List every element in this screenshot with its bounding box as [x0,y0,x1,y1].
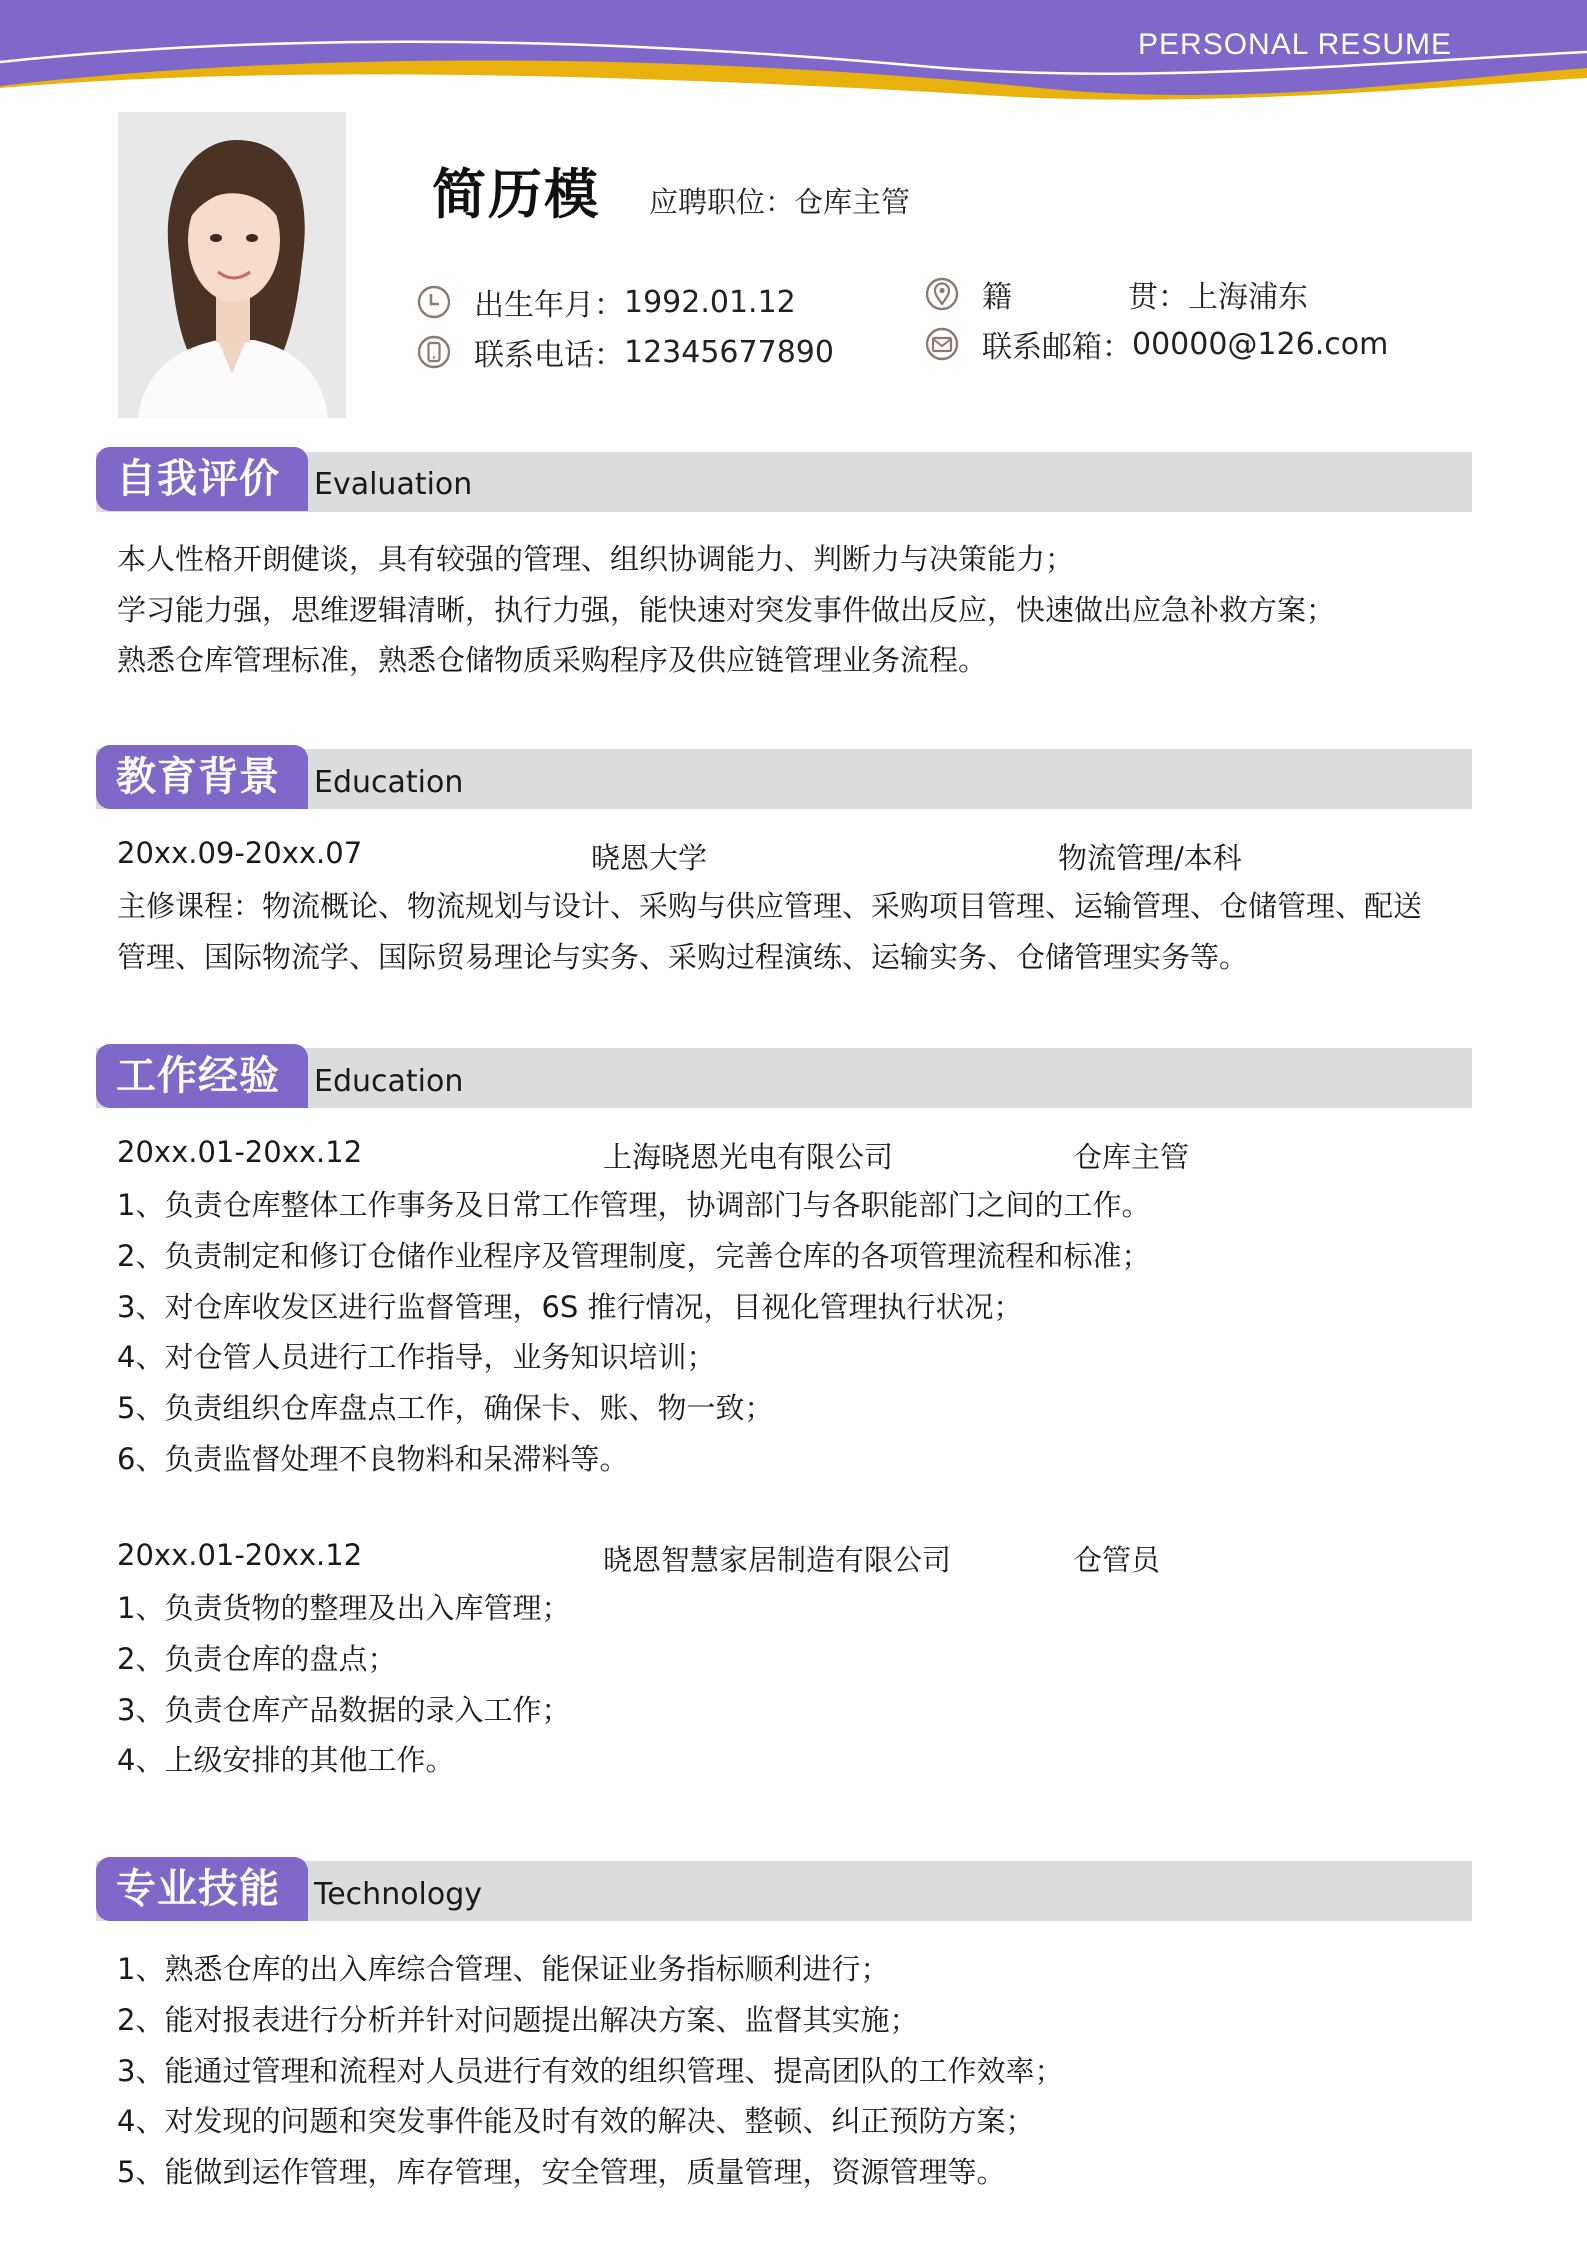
duty-item: 1、负责货物的整理及出入库管理； [117,1591,571,1625]
clock-icon [416,284,452,320]
job-duties-list [117,1583,570,1786]
header-wave-banner [0,0,1587,130]
duty-item: 1、负责仓库整体工作事务及日常工作管理，协调部门与各职能部门之间的工作。 [117,1188,1151,1222]
evaluation-title: 自我评价 [96,447,308,511]
email-label: 联系邮箱： [982,330,1132,365]
skill-item: 2、能对报表进行分析并针对问题提出解决方案、监督其实施； [117,2002,919,2037]
education-title-en: Education [314,765,464,800]
personal-resume-tag: PERSONAL RESUME [1138,28,1452,61]
skills-list [117,1944,1063,2198]
duty-item: 3、对仓库收发区进行监督管理，6S 推行情况，目视化管理执行状况； [117,1289,1023,1324]
origin-value: 上海浦东 [1188,280,1308,315]
job-period: 20xx.01-20xx.12 [117,1538,363,1572]
mail-icon [924,326,960,362]
work-title-en: Education [314,1064,464,1099]
skill-item: 3、能通过管理和流程对人员进行有效的组织管理、提高团队的工作效率； [117,2053,1064,2088]
work-title: 工作经验 [96,1044,308,1108]
duty-item: 4、对仓管人员进行工作指导，业务知识培训； [117,1340,716,1375]
birth-value: 1992.01.12 [624,284,796,320]
birth-info [416,280,796,324]
evaluation-line: 本人性格开朗健谈，具有较强的管理、组织协调能力、判断力与决策能力； [117,542,1075,576]
origin-info [924,272,1308,316]
skill-item: 4、对发现的问题和突发事件能及时有效的解决、整顿、纠正预防方案； [117,2104,1035,2139]
skill-item: 5、能做到运作管理，库存管理，安全管理，质量管理，资源管理等。 [117,2155,1006,2190]
avatar [118,112,346,418]
duty-item: 3、负责仓库产品数据的录入工作； [117,1692,571,1727]
evaluation-title-en: Evaluation [314,467,473,502]
duty-item: 6、负责监督处理不良物料和呆滞料等。 [117,1441,629,1476]
origin-label-1: 籍 [982,280,1012,315]
job-period: 20xx.01-20xx.12 [117,1135,363,1169]
job-duties-list [117,1180,1150,1485]
duty-item: 5、负责组织仓库盘点工作，确保卡、账、物一致； [117,1391,774,1426]
duty-item: 4、上级安排的其他工作。 [117,1743,455,1778]
skill-item: 1、熟悉仓库的出入库综合管理、能保证业务指标顺利进行； [117,1952,890,1986]
email-value: 00000@126.com [1132,326,1389,362]
education-courses [117,881,1477,982]
education-title: 教育背景 [96,745,308,809]
education-major: 物流管理/本科 [1058,841,1242,875]
phone-icon [416,334,452,370]
location-pin-icon [924,276,960,312]
evaluation-text [117,534,1477,686]
job-position: 仓管员 [1073,1543,1161,1577]
duty-item: 2、负责制定和修订仓储作业程序及管理制度，完善仓库的各项管理流程和标准； [117,1238,1151,1273]
job-company: 晓恩智慧家居制造有限公司 [603,1543,952,1577]
duty-item: 2、负责仓库的盘点； [117,1641,397,1676]
courses-line: 主修课程：物流概论、物流规划与设计、采购与供应管理、采购项目管理、运输管理、仓储管理、配送 [117,889,1423,923]
skills-title: 专业技能 [96,1857,308,1921]
evaluation-line: 学习能力强，思维逻辑清晰，执行力强，能快速对突发事件做出反应，快速做出应急补救方案； [117,592,1336,627]
evaluation-line: 熟悉仓库管理标准，熟悉仓储物质采购程序及供应链管理业务流程。 [117,643,988,677]
profile-photo [118,112,346,418]
phone-label: 联系电话： [474,338,624,373]
phone-value: 12345677890 [624,334,834,370]
skills-title-en: Technology [314,1877,483,1912]
origin-label-2: 贯： [1128,280,1188,315]
education-period: 20xx.09-20xx.07 [117,836,363,870]
education-school: 晓恩大学 [591,841,708,875]
job-target: 应聘职位：仓库主管 [649,185,911,219]
job-position: 仓库主管 [1073,1140,1190,1174]
job-company: 上海晓恩光电有限公司 [603,1140,894,1174]
courses-line: 管理、国际物流学、国际贸易理论与实务、采购过程演练、运输实务、仓储管理实务等。 [117,939,1249,974]
email-info [924,322,1388,366]
birth-label: 出生年月： [474,288,624,323]
phone-info [416,330,834,374]
candidate-name: 简历模 [432,163,600,226]
